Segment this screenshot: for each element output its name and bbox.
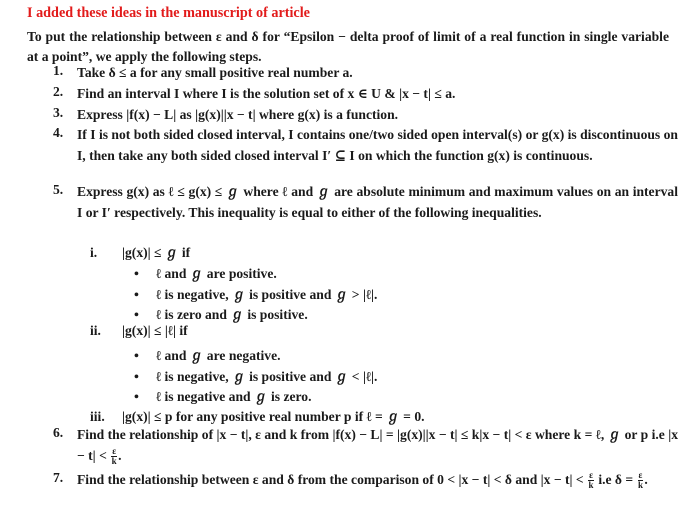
bullet-text: ℓ is negative, ℊ is positive and ℊ < |ℓ|. — [156, 369, 378, 384]
fraction-epsilon-over-k — [588, 471, 594, 490]
fraction-epsilon-over-k — [638, 471, 644, 490]
bullet-item — [134, 283, 377, 304]
step-number: 3. — [53, 105, 64, 120]
bullet-item — [134, 385, 312, 406]
fraction-denominator: k — [637, 480, 643, 491]
sub-item-number: i. — [90, 245, 98, 260]
bullet-icon: • — [134, 390, 139, 405]
step-text: Take δ ≤ a for any small positive real number a. — [77, 65, 353, 80]
bullet-item — [134, 365, 377, 386]
step-text: Find the relationship of |x − t|, ε and k from |f(x) − L| = |g(x)||x − t| ≤ k|x − t| < ε where k = ℓ, ℊ or p i.e |x − t| < $\frac{\varepsilon}{k}$ . — [77, 427, 678, 466]
step-number: 6. — [53, 425, 64, 440]
step-number: 2. — [53, 84, 64, 99]
bullet-text: ℓ is zero and ℊ is positive. — [156, 307, 308, 322]
bullet-item — [134, 344, 281, 365]
fraction-denominator: k — [588, 480, 594, 491]
step-text: Find the relationship between ε and δ from the comparison of 0 < |x − t| < δ and |x − t| < $\frac{\varepsilon}{k}$ i.e δ = $\frac{\varepsilon}{k}$ . — [77, 470, 648, 491]
step-7-text: Find the relationship between ε and δ from the comparison of 0 < |x − t| < δ and |x − t| < — [77, 472, 584, 487]
fraction-numerator: ε — [112, 445, 117, 456]
sub-item-text: |g(x)| ≤ |ℓ| if — [122, 323, 188, 338]
fraction-numerator: ε — [638, 470, 643, 481]
bullet-text: ℓ is negative, ℊ is positive and ℊ > |ℓ|. — [156, 287, 378, 302]
step-text: If I is not both sided closed interval, I contains one/two sided open interval(s) or g(x) is discontinuous on I, then take any both sided closed interval I′ ⊆ I on which the function g(x) is continuous. — [77, 127, 678, 163]
sub-item-ii — [90, 323, 188, 339]
bullet-item — [134, 303, 308, 324]
sub-item-iii — [90, 405, 425, 425]
step-number: 4. — [53, 125, 64, 140]
bullet-icon: • — [134, 349, 139, 364]
fraction-denominator: k — [111, 455, 117, 466]
step-6-text: Find the relationship of |x − t|, ε and k from |f(x) − L| = |g(x)||x − t| ≤ k|x − t| < ε where k = ℓ, ℊ or p i.e |x − t| < — [77, 427, 678, 463]
sub-item-text: |g(x)| ≤ ℊ if — [122, 245, 191, 260]
fraction-numerator: ε — [589, 470, 593, 481]
sub-item-number: iii. — [90, 409, 105, 424]
bullet-text: ℓ and ℊ are positive. — [156, 266, 277, 281]
sub-item-number: ii. — [90, 323, 101, 338]
step-7-tail: i.e δ = — [598, 472, 634, 487]
sub-item-i — [90, 241, 190, 261]
step-text: Find an interval I where I is the solution set of x ∈ U & |x − t| ≤ a. — [77, 86, 456, 101]
intro-paragraph: To put the relationship between ε and δ for “Epsilon − delta proof of limit of a real function in single variable at a point”, we apply the following steps. — [27, 29, 669, 64]
bullet-item — [134, 262, 277, 283]
fraction-epsilon-over-k — [111, 447, 117, 466]
document-heading: I added these ideas in the manuscript of article — [27, 5, 310, 21]
sub-item-text: |g(x)| ≤ p for any positive real number p if ℓ = ℊ = 0. — [122, 409, 425, 424]
step-text: Express |f(x) − L| as |g(x)||x − t| where g(x) is a function. — [77, 107, 399, 122]
bullet-text: ℓ and ℊ are negative. — [156, 348, 281, 363]
bullet-icon: • — [134, 288, 139, 303]
bullet-icon: • — [134, 370, 139, 385]
bullet-icon: • — [134, 267, 139, 282]
step-text: Express g(x) as ℓ ≤ g(x) ≤ ℊ where ℓ and ℊ are absolute minimum and maximum values on an interval I or I′ respectively. This inequality is equal to either of the following inequalities. — [77, 184, 678, 220]
step-number: 5. — [53, 182, 64, 197]
step-number: 1. — [53, 63, 64, 78]
bullet-text: ℓ is negative and ℊ is zero. — [156, 389, 312, 404]
step-number: 7. — [53, 470, 64, 485]
bullet-icon: • — [134, 308, 139, 323]
